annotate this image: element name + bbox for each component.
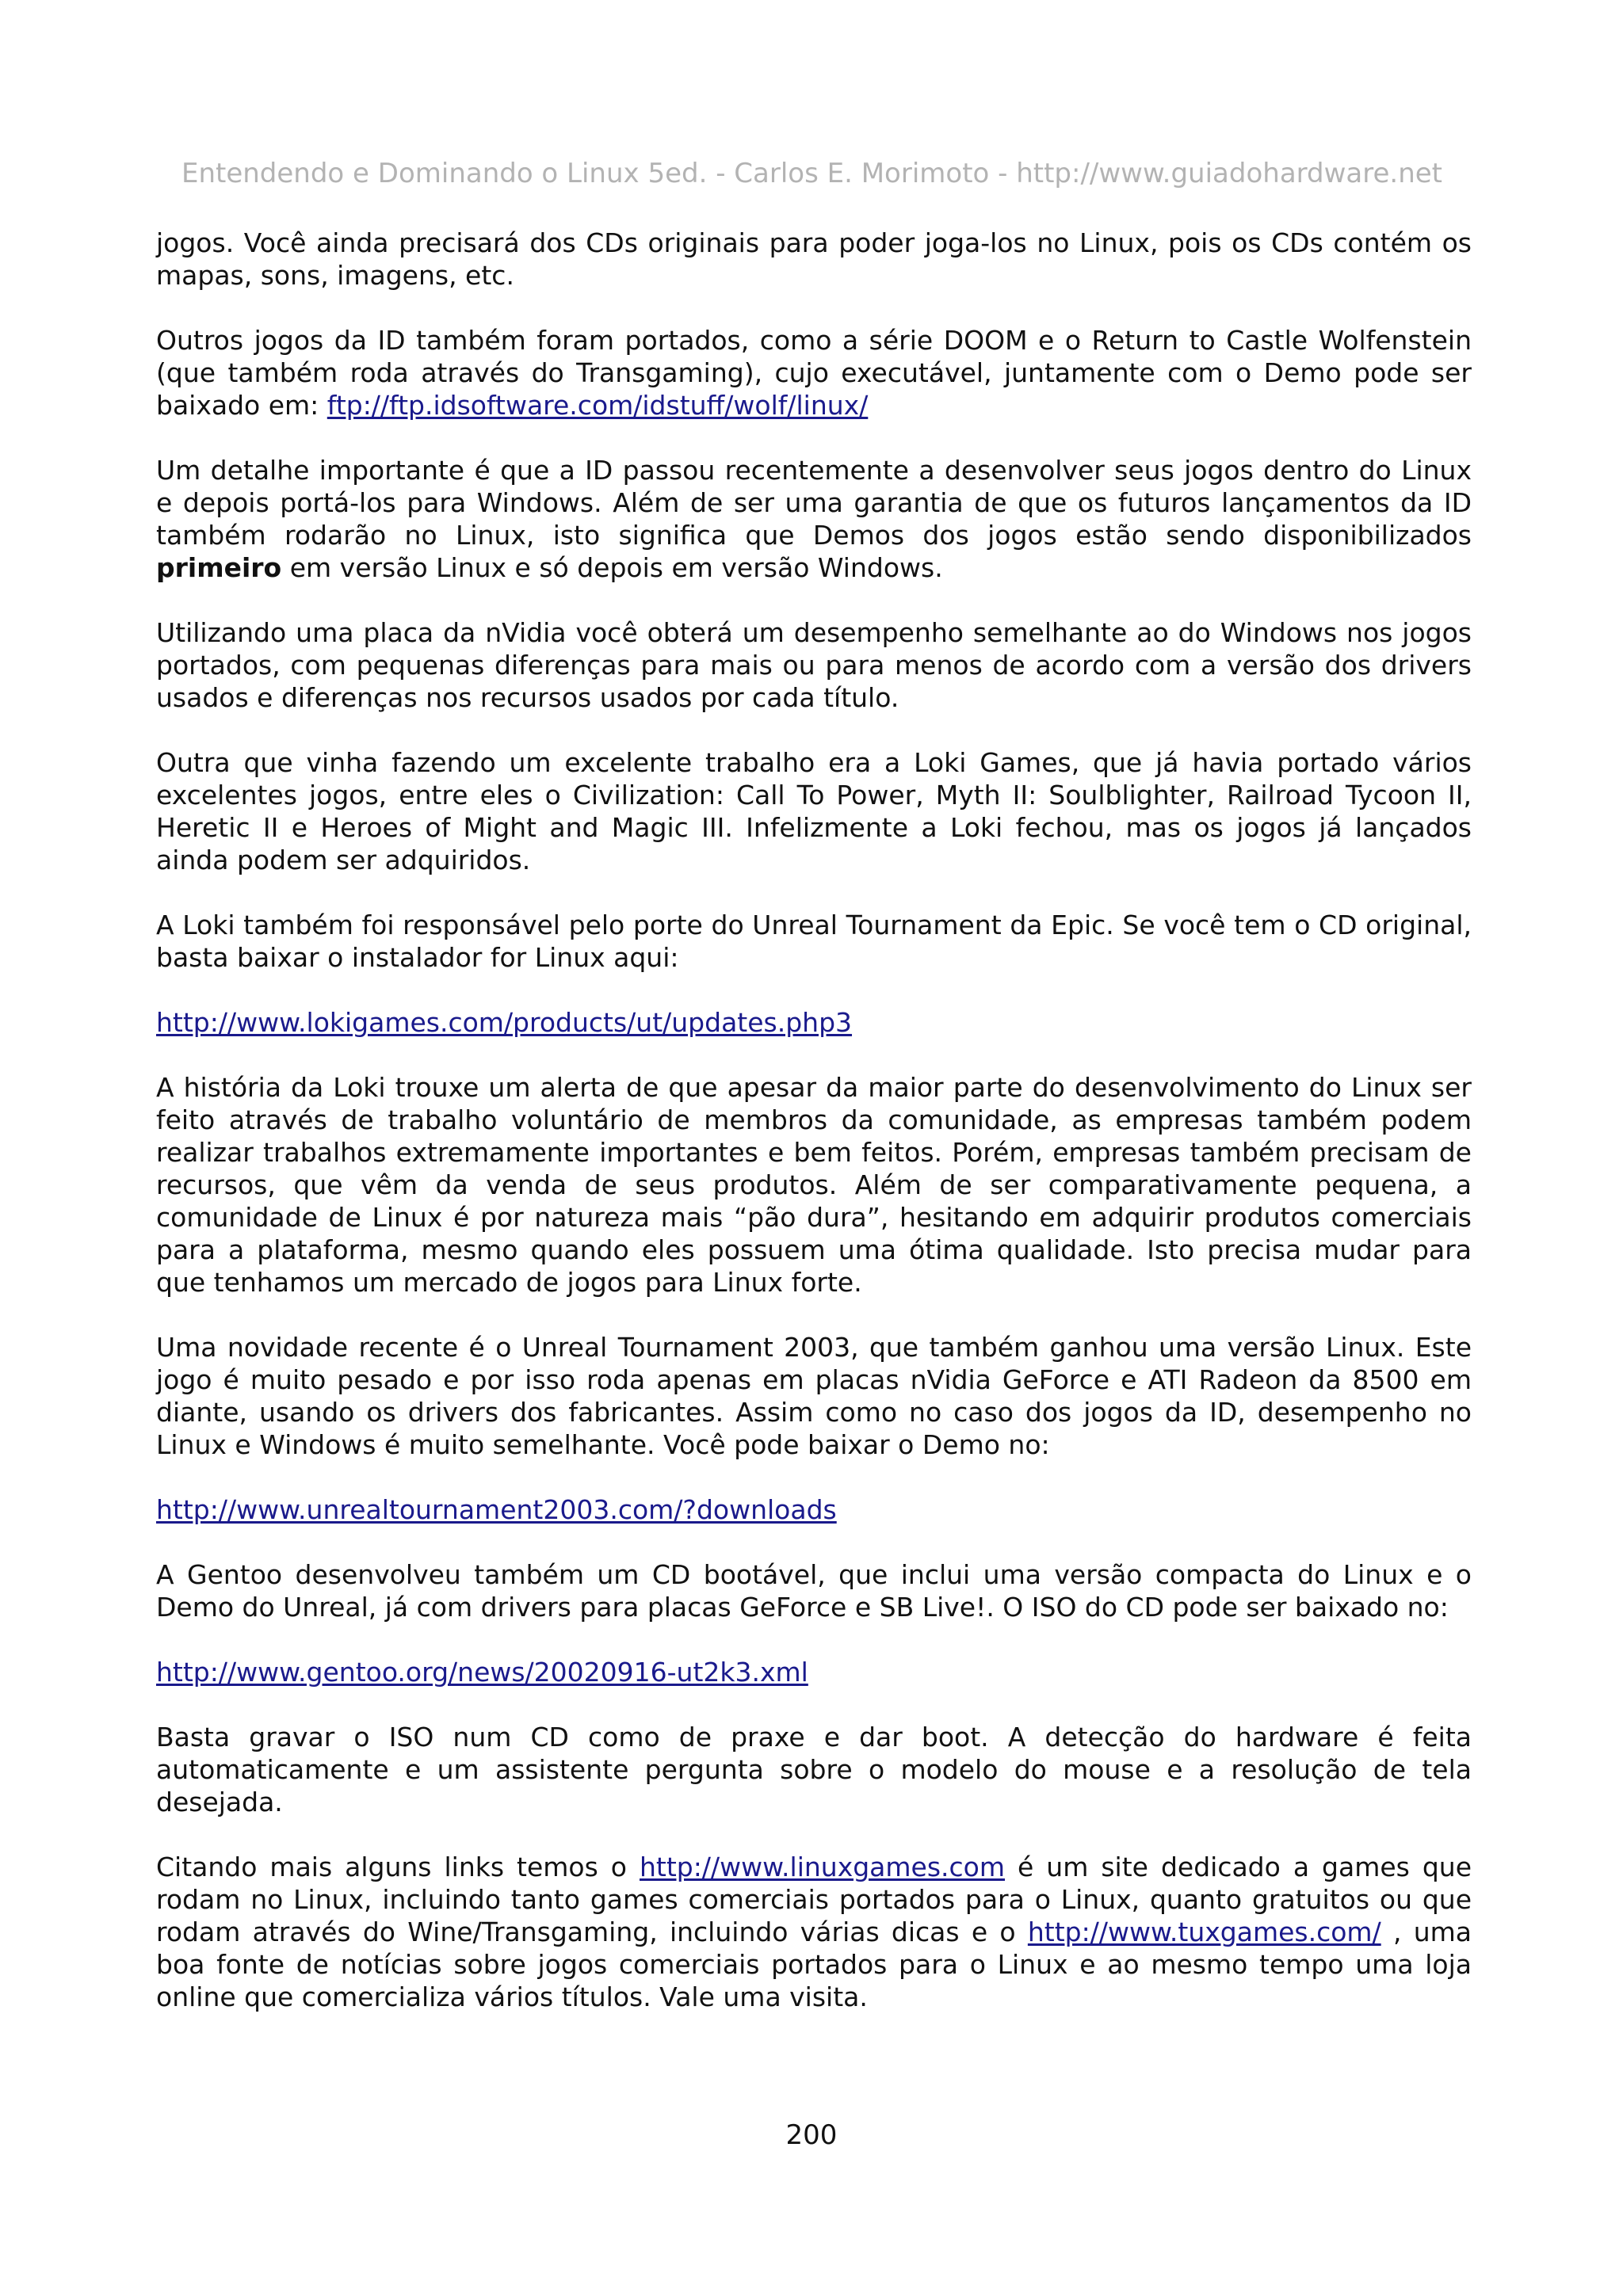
paragraph-text: A Loki também foi responsável pelo porte do Unreal Tournament da Epic. Se você tem o CD original, basta baixar o instalador for Linux aqui: bbox=[156, 910, 1472, 973]
paragraph-outros-jogos-id bbox=[156, 324, 1472, 421]
paragraph-detalhe-importante bbox=[156, 454, 1472, 584]
paragraph-text: A história da Loki trouxe um alerta de que apesar da maior parte do desenvolvimento do Linux ser feito através de trabalho voluntário de membros da comunidade, as empresas também podem realizar trabalhos extremamente importantes e bem feitos. Porém, empresas também precisam de recursos, que vêm da venda de seus produtos. Além de ser comparativamente pequena, a comunidade de Linux é por natureza mais “pão dura”, hesitando em adquirir produtos comerciais para a plataforma, mesmo quando eles possuem uma ótima qualidade. Isto precisa mudar para que tenhamos um mercado de jogos para Linux forte. bbox=[156, 1072, 1472, 1298]
idsoftware-ftp-link[interactable]: ftp://ftp.idsoftware.com/idstuff/wolf/linux/ bbox=[327, 390, 869, 421]
unrealtournament-downloads-link[interactable]: http://www.unrealtournament2003.com/?downloads bbox=[156, 1494, 837, 1525]
body-text bbox=[156, 227, 1472, 2046]
tuxgames-link[interactable]: http://www.tuxgames.com/ bbox=[1027, 1917, 1381, 1947]
paragraph-unreal-tournament-epic bbox=[156, 909, 1472, 974]
gentoo-news-link[interactable]: http://www.gentoo.org/news/20020916-ut2k3.xml bbox=[156, 1657, 808, 1688]
linuxgames-link[interactable]: http://www.linuxgames.com bbox=[640, 1852, 1006, 1882]
paragraph-text: Outros jogos da ID também foram portados, como a série DOOM e o Return to Castle Wolfenstein (que também roda através do Transgaming), cujo executável, juntamente com o Demo pode ser baixado em: bbox=[156, 325, 1472, 421]
paragraph-text: jogos. Você ainda precisará dos CDs originais para poder joga-los no Linux, pois os CDs contém os mapas, sons, imagens, etc. bbox=[156, 227, 1472, 291]
paragraph-text: em versão Linux e só depois em versão Windows. bbox=[281, 552, 943, 583]
paragraph-links-adicionais bbox=[156, 1851, 1472, 2013]
paragraph-loki-games bbox=[156, 746, 1472, 876]
paragraph-historia-loki bbox=[156, 1071, 1472, 1299]
paragraph-gravar-iso bbox=[156, 1721, 1472, 1818]
paragraph-cds-originais bbox=[156, 227, 1472, 292]
paragraph-text: é um site dedicado a games que rodam no Linux, incluindo tanto games comerciais portados para o Linux, quanto gratuitos ou que rodam através do Wine/Transgaming, incluindo várias dicas e o bbox=[156, 1852, 1472, 1947]
lokigames-updates-link[interactable]: http://www.lokigames.com/products/ut/updates.php3 bbox=[156, 1007, 853, 1038]
paragraph-text: Utilizando uma placa da nVidia você obterá um desempenho semelhante ao do Windows nos jogos portados, com pequenas diferenças para mais ou para menos de acordo com a versão dos drivers usados e diferenças nos recursos usados por cada título. bbox=[156, 617, 1472, 713]
paragraph-unrealtournament-link bbox=[156, 1493, 1472, 1526]
paragraph-text: Outra que vinha fazendo um excelente trabalho era a Loki Games, que já havia portado vários excelentes jogos, entre eles o Civilization: Call To Power, Myth II: Soulblighter, Railroad Tycoon II, Heretic II e Heroes of Might and Magic III. Infelizmente a Loki fechou, mas os jogos já lançados ainda podem ser adquiridos. bbox=[156, 747, 1472, 875]
running-header: Entendendo e Dominando o Linux 5ed. - Carlos E. Morimoto - http://www.guiadohardware.net bbox=[181, 158, 1443, 189]
paragraph-lokigames-link bbox=[156, 1006, 1472, 1039]
paragraph-text: A Gentoo desenvolveu também um CD bootável, que inclui uma versão compacta do Linux e o Demo do Unreal, já com drivers para placas GeForce e SB Live!. O ISO do CD pode ser baixado no: bbox=[156, 1559, 1472, 1623]
paragraph-unreal-tournament-2003 bbox=[156, 1331, 1472, 1461]
paragraph-text: Uma novidade recente é o Unreal Tournament 2003, que também ganhou uma versão Linux. Este jogo é muito pesado e por isso roda apenas em placas nVidia GeForce e ATI Radeon da 8500 em diante, usando os drivers dos fabricantes. Assim como no caso dos jogos da ID, desempenho no Linux e Windows é muito semelhante. Você pode baixar o Demo no: bbox=[156, 1332, 1472, 1460]
paragraph-gentoo-cd bbox=[156, 1558, 1472, 1623]
paragraph-nvidia bbox=[156, 616, 1472, 714]
paragraph-text: Um detalhe importante é que a ID passou recentemente a desenvolver seus jogos dentro do Linux e depois portá-los para Windows. Além de ser uma garantia de que os futuros lançamentos da ID também rodarão no Linux, isto significa que Demos dos jogos estão sendo disponibilizados bbox=[156, 455, 1472, 551]
page-number: 200 bbox=[785, 2119, 838, 2151]
paragraph-text: Basta gravar o ISO num CD como de praxe e dar boot. A detecção do hardware é feita automaticamente e um assistente pergunta sobre o modelo do mouse e a resolução de tela desejada. bbox=[156, 1722, 1472, 1817]
paragraph-gentoo-link bbox=[156, 1656, 1472, 1688]
bold-emphasis: primeiro bbox=[156, 552, 282, 583]
paragraph-text: Citando mais alguns links temos o bbox=[156, 1852, 640, 1882]
paragraph-text: , uma boa fonte de notícias sobre jogos comerciais portados para o Linux e ao mesmo tempo uma loja online que comercializa vários títulos. Vale uma visita. bbox=[156, 1917, 1472, 2012]
